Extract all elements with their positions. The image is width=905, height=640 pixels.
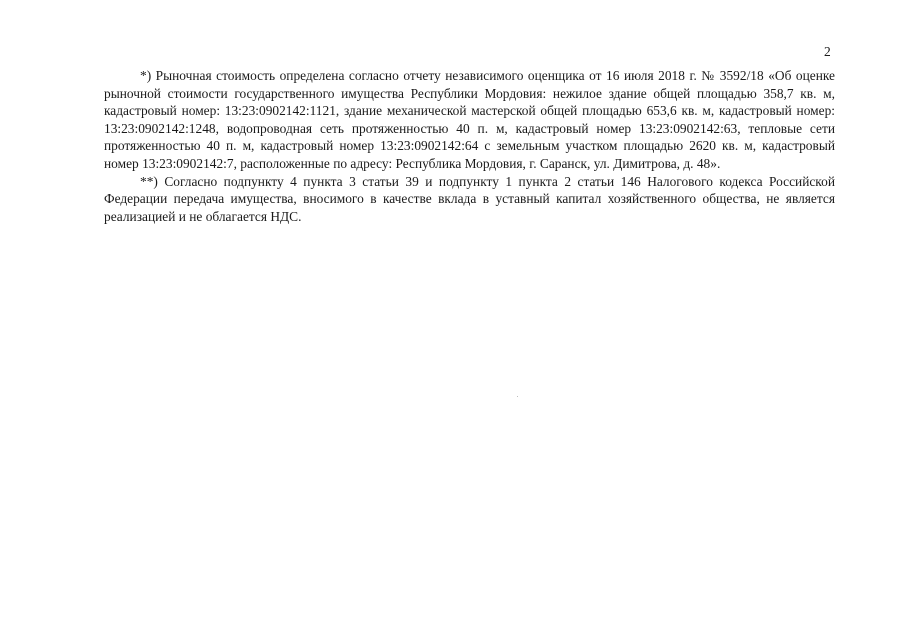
scan-speck xyxy=(517,396,518,397)
footnotes-block xyxy=(104,67,835,225)
footnote-vat-exemption: **) Согласно подпункту 4 пункта 3 статьи 39 и подпункту 1 пункта 2 статьи 146 Налогового кодекса Российской Федерации передача имущества, вносимого в качестве вклада в уставный капитал хозяйственного общества, не является реализацией и не облагается НДС. xyxy=(104,173,835,224)
page-number: 2 xyxy=(824,44,831,59)
footnote-market-value: *) Рыночная стоимость определена согласно отчету независимого оценщика от 16 июля 2018 г. № 3592/18 «Об оценке рыночной стоимости государственного имущества Республики Мордовия: нежилое здание общей площадью 358,7 кв. м, кадастровый номер: 13:23:0902142:1121, здание механической мастерской общей площадью 653,6 кв. м, кадастровый номер: 13:23:0902142:1248, водопроводная сеть протяженностью 40 п. м, кадастровый номер 13:23:0902142:63, тепловые сети протяженностью 40 п. м, кадастровый номер 13:23:0902142:64 с земельным участком площадью 2620 кв. м, кадастровый номер 13:23:0902142:7, расположенные по адресу: Республика Мордовия, г. Саранск, ул. Димитрова, д. 48». xyxy=(104,68,835,171)
